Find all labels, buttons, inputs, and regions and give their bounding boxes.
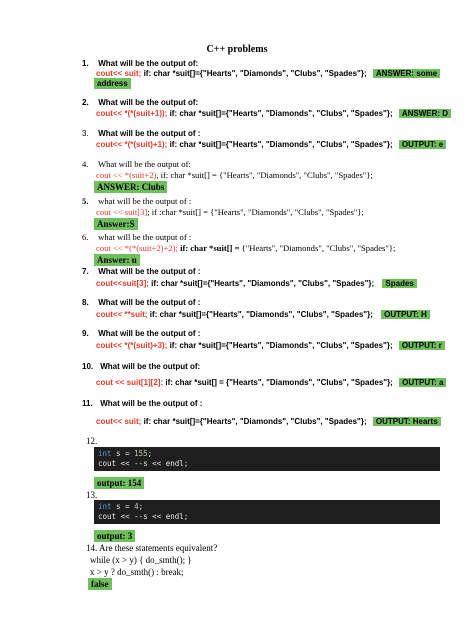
- question-6: [82, 232, 191, 242]
- question-8-code: [96, 310, 430, 319]
- answer-badge: Answer:S: [94, 218, 138, 230]
- code-highlight: cout << *(*(suit+2)+2);: [96, 243, 178, 253]
- code-declaration: if: char *suit[]={"Hearts", "Diamonds", "Clubs", "Spades"};: [147, 310, 373, 319]
- question-10: [82, 362, 200, 371]
- question-2: [82, 98, 198, 107]
- code-highlight: cout<< *(*(suit)+1);: [96, 140, 168, 149]
- answer-badge: ANSWER: D: [399, 109, 451, 118]
- question-2-code: [96, 109, 451, 118]
- question-number: 3.: [82, 129, 89, 138]
- question-number: 2.: [82, 98, 89, 107]
- answer-badge: OUTPUT: Hearts: [373, 417, 441, 426]
- question-10-code: [96, 378, 446, 387]
- question-12-code-block: [94, 447, 440, 471]
- question-4: [82, 159, 191, 169]
- answer-badge: output: 154: [94, 477, 144, 489]
- code-declaration: if: char *suit[] = {"Hearts", "Diamonds", "Clubs", "Spades"};: [163, 378, 393, 387]
- code-highlight: cout<< suit;: [96, 69, 142, 78]
- code-highlight: cout<<suit[3];: [96, 279, 149, 288]
- answer-badge: OUTPUT: a: [399, 378, 446, 387]
- question-text: What will be the output of :: [98, 129, 201, 138]
- code-declaration: if: char *suit[] =: [177, 243, 242, 253]
- question-text: What will be the output of:: [100, 362, 201, 371]
- question-12-number: 12.: [86, 436, 98, 446]
- question-14: [86, 543, 217, 553]
- code-highlight: cout<< **suit;: [96, 310, 148, 319]
- question-11: [82, 399, 202, 408]
- question-14-line-1: while (x > y) { do_smth(); }: [90, 555, 192, 565]
- answer-badge: output: 3: [94, 530, 135, 542]
- answer-badge: ANSWER: some: [373, 69, 440, 78]
- question-11-code: [96, 417, 441, 426]
- answer-badge: false: [88, 578, 112, 590]
- code-declaration: if: char *suit[]={"Hearts", "Diamonds", "Clubs", "Spades"};: [148, 279, 375, 288]
- question-text: what will be the output of :: [98, 196, 192, 206]
- question-number: 11.: [82, 399, 93, 408]
- code-highlight: cout<< suit;: [96, 417, 142, 426]
- code-declaration: if: char *suit[]={"Hearts", "Diamonds", "Clubs", "Spades"};: [167, 140, 393, 149]
- answer-badge: OUTPUT: r: [399, 341, 445, 350]
- page-title: C++ problems: [206, 44, 268, 55]
- question-7-code: [96, 279, 417, 288]
- question-text: What will be the output of:: [98, 159, 191, 169]
- question-3: [82, 129, 200, 138]
- question-text: What will be the output of :: [100, 399, 203, 408]
- question-13-code-block: [94, 500, 440, 524]
- question-8: [82, 298, 200, 307]
- question-number: 8.: [82, 298, 89, 307]
- question-text: What will be the output of :: [98, 298, 201, 307]
- question-number: 14.: [86, 543, 98, 553]
- question-text: what will be the output of :: [98, 232, 192, 242]
- question-number: 10.: [82, 362, 94, 371]
- code-declaration: if: char *suit[]={"Hearts", "Diamonds", "Clubs", "Spades"};: [167, 341, 393, 350]
- question-text: What will be the output of :: [98, 329, 201, 338]
- question-3-code: [96, 140, 446, 149]
- code-highlight: cout<< *(*(suit+1));: [96, 109, 168, 118]
- answer-badge: Spades: [382, 279, 416, 288]
- code-line: cout << --s << endl;: [98, 459, 189, 468]
- code-declaration: if: char *suit[]={"Hearts", "Diamonds", "Clubs", "Spades"};: [167, 109, 393, 118]
- question-5-code: [96, 207, 364, 217]
- code-line: cout << --s << endl;: [98, 512, 189, 521]
- question-4-code: [96, 170, 373, 180]
- question-1-code: [96, 69, 440, 78]
- question-number: 4.: [82, 159, 89, 169]
- code-declaration: , if: char *suit[] = {"Hearts", "Diamonds", "Clubs", "Spades"};: [156, 170, 373, 180]
- question-number: 9.: [82, 329, 89, 338]
- code-declaration: if: char *suit[]={"Hearts", "Diamonds", "Clubs", "Spades"};: [141, 417, 367, 426]
- question-13-number: 13.: [86, 490, 98, 500]
- code-highlight: cout << suit[1][2];: [96, 378, 164, 387]
- question-text: Are these statements equivalent?: [99, 543, 218, 553]
- question-9: [82, 329, 200, 338]
- question-number: 5.: [82, 196, 89, 206]
- code-highlight: cout << *(suit+2): [96, 170, 157, 180]
- question-5: [82, 196, 191, 206]
- code-array-values: {"Hearts", "Diamonds", "Clubs", "Spades"};: [241, 243, 396, 253]
- answer-badge: OUTPUT: H: [381, 310, 430, 319]
- question-1: [82, 59, 198, 68]
- answer-badge: ANSWER: Clubs: [94, 181, 167, 193]
- question-text: What will be the output of:: [98, 59, 199, 68]
- question-14-line-2: x > y ? do_smth() : break;: [90, 567, 184, 577]
- code-line: int s = 155;: [98, 449, 153, 458]
- code-highlight: cout << suit[3]: [96, 207, 148, 217]
- code-highlight: cout<< *(*(suit)+3);: [96, 341, 168, 350]
- question-9-code: [96, 341, 445, 350]
- question-7: [82, 267, 200, 276]
- answer-badge: OUTPUT: e: [399, 140, 446, 149]
- question-number: 1.: [82, 59, 89, 68]
- question-text: What will be the output of :: [98, 267, 201, 276]
- code-declaration: if: char *suit[]={"Hearts", "Diamonds", "Clubs", "Spades"};: [141, 69, 367, 78]
- question-number: 7.: [82, 267, 89, 276]
- code-line: int s = 4;: [98, 502, 144, 511]
- question-6-code: [96, 243, 395, 253]
- question-text: What will be the output of:: [98, 98, 199, 107]
- answer-badge: Answer: u: [94, 254, 140, 266]
- code-declaration: ; if :char *suit[] = {"Hearts", "Diamonds", "Clubs", "Spades"};: [147, 207, 364, 217]
- question-number: 6.: [82, 232, 89, 242]
- answer-badge-continued: address: [94, 78, 131, 89]
